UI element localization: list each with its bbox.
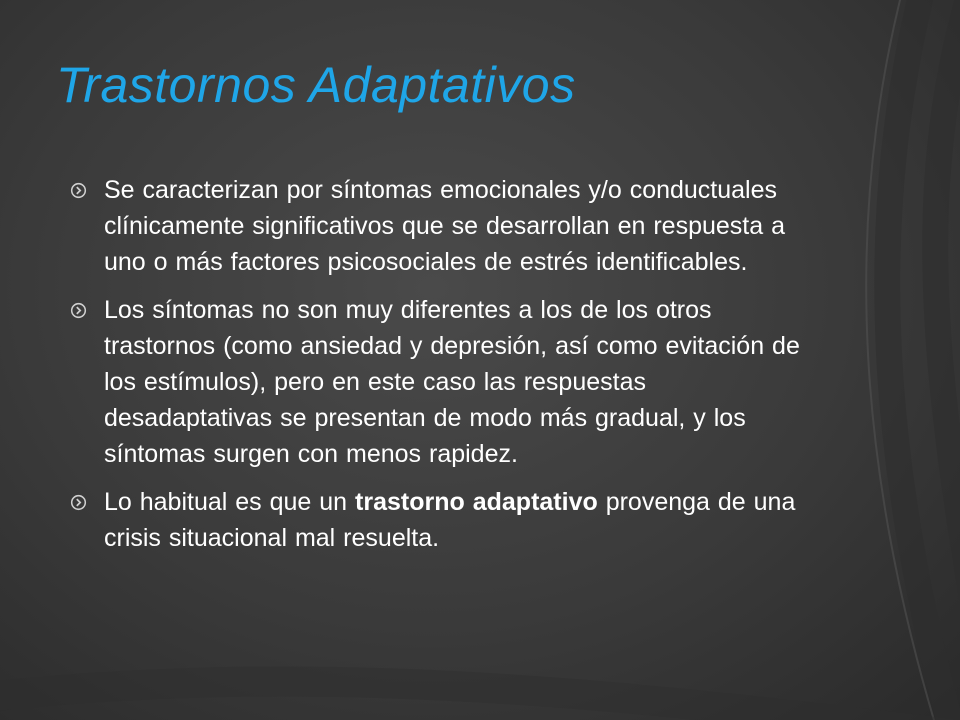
bullet-text: Se caracterizan por síntomas emocionales y/o conductuales clínicamente significativos que se desarrollan en respuesta a uno o más factores psicosociales de estrés identificables. [104,176,785,276]
slide-title: Trastornos Adaptativos [56,57,576,113]
circled-chevron-icon [70,494,87,511]
bullet-item [70,292,810,472]
bullet-text: provenga de una crisis situacional mal resuelta. [104,488,796,552]
circled-chevron-icon [70,302,87,319]
bullet-item [70,484,810,556]
bullet-bold-text: trastorno adaptativo [355,488,598,516]
bullet-item [70,172,810,280]
bullet-text: Lo habitual es que un [104,488,356,516]
bullet-text: Los síntomas no son muy diferentes a los de los otros trastornos (como ansiedad y depresión, así como evitación de los estímulos), pero en este caso las respuestas desadaptativas se presentan de modo más gradual, y los síntomas surgen con menos rapidez. [104,296,800,468]
circled-chevron-icon [70,182,87,199]
bullet-list [70,172,810,568]
